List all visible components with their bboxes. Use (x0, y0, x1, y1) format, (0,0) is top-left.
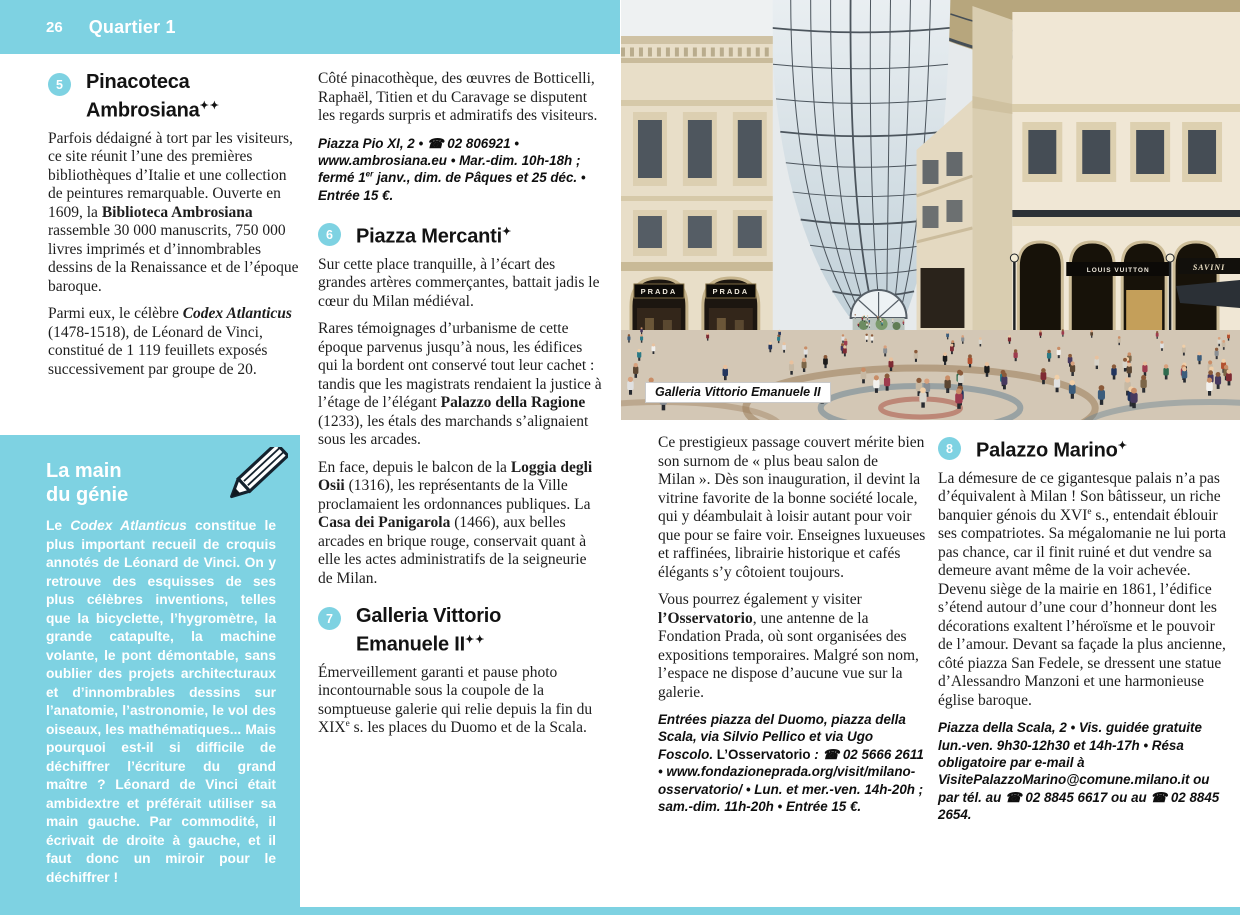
title-line: du génie (46, 484, 129, 506)
paragraph: Vous pourrez également y visiter l’Osservatorio, une antenne de la Fondation Prada, où sont organisées des expositions temporaires. Malgré son nom, l’espace ne dispose d’aucune vue sur la galerie. (658, 591, 919, 701)
prada-sign-right: PRADA (712, 286, 750, 297)
pencil-icon (210, 447, 288, 525)
title-line: Palazzo Marino (976, 439, 1118, 462)
page-number: 26 (46, 18, 63, 36)
column-4 (938, 434, 1230, 837)
rating-stars: ✦ (501, 226, 513, 239)
column-1 (48, 70, 300, 388)
paragraph: Parfois dédaigné à tort par les visiteurs, ce site réunit l’une des premières bibliothèques d’Italie et une collection de peintures remarquable. Ouverte en 1609, la Biblioteca Ambrosiana rassemble 30 000 manuscrits, 750 000 livres imprimés et d’innombrables dessins de la Renaissance et de l’époque baroque. (48, 129, 299, 295)
column-2 (318, 70, 602, 747)
article-title-marino (976, 434, 1128, 463)
practical-info-marino: Piazza della Scala, 2 • Vis. guidée gratuite lun.-ven. 9h30-12h30 et 14h-17h • Résa obligatoire par e-mail à VisitePalazzoMarino@comune.milano.it ou par tél. au ☎ 02 8845 6617 ou au ☎ 02 8845 2654. (938, 720, 1220, 823)
poi-number-badge: 7 (318, 607, 341, 630)
column-3 (658, 434, 926, 828)
article-title-mercanti (356, 220, 512, 249)
paragraph: Côté pinacothèque, des œuvres de Botticelli, Raphaël, Titien et du Caravage se disputent les regards surpris et admiratifs des visiteurs. (318, 70, 598, 124)
poi-number-badge: 5 (48, 73, 71, 96)
galleria-photo (621, 0, 1240, 420)
paragraph: Émerveillement garanti et pause photo incontournable sous la coupole de la somptueuse galerie qui relie depuis la fin du XIXe s. les places du Duomo et de la Scala. (318, 663, 593, 737)
paragraph: Parmi eux, le célèbre Codex Atlanticus (1478-1518), de Léonard de Vinci, constitué de 1 119 feuillets exposés successivement par groupe de 20. (48, 305, 292, 378)
prada-sign-left: PRADA (640, 286, 678, 297)
paragraph: Sur cette place tranquille, à l’écart des grandes artères commerçantes, battait jadis le cœur du Milan médiéval. (318, 255, 600, 310)
title-line: La main (46, 460, 122, 482)
article-title-galleria (356, 604, 501, 657)
title-line: Galleria Vittorio (356, 605, 502, 628)
paragraph: En face, depuis le balcon de la Loggia degli Osii (1316), les représentants de la Ville proclamaient les ordonnances publiques. La Casa dei Panigarola (1466), aux belles arcades en brique rouge, conservait quant à elle les actes administratifs de la seigneurie de Milan. (318, 458, 593, 587)
paragraph: Ce prestigieux passage couvert mérite bien son surnom de « plus beau salon de Milan ». Dès son inauguration, il devint la vitrine favorite de la bonne société locale, qui y déambulait à loisir autant pour voir que pour se faire voir. Enseignes luxueuses et raffinées, librairie historique et cafés élégants s’y côtoient toujours. (658, 434, 926, 581)
savini-sign: SAVINI (1192, 262, 1226, 273)
article-galleria-header (318, 604, 602, 657)
photo-caption: Galleria Vittorio Emanuele II (645, 382, 831, 403)
article-mercanti-header (318, 220, 602, 249)
rating-stars: ✦✦ (464, 634, 486, 647)
title-line: Ambrosiana (86, 99, 200, 122)
title-line: Emanuele II (356, 633, 465, 656)
paragraph: Rares témoignages d’urbanisme de cette époque parvenus jusqu’à nous, les édifices qui la bordent ont conservé tout leur cachet : tandis que les magistrats rendaient la justice à l’étage de l’élégant Palazzo della Ragione (1233), les étals des marchands s’alignaient sous les arcades. (318, 320, 602, 449)
sidebar-box-body: Le Codex Atlanticus constitue le plus important recueil de croquis annotés de Léonard de Vinci. On y retrouve des esquisses de ses plus célèbres inventions, telles que la bicyclette, l’hygromètre, la grande catapulte, la machine volante, le pont démontable, sans oublier des projets architecturaux et d’innombrables dessins sur l’anatomie, l’astronomie, le vol des oiseaux, les mathématiques... Mais pourquoi est-il si difficile de déchiffrer l’écriture du grand maître ? Léonard de Vinci était ambidextre et préférait utiliser sa main gauche. Par commodité, il écrivait de droite à gauche, et il faut donc un miroir pour le déchiffrer ! (46, 518, 276, 885)
section-title: Quartier 1 (88, 16, 176, 37)
louis-vuitton-sign: LOUIS VUITTON (1086, 266, 1150, 275)
article-title-pinacoteca (86, 70, 220, 123)
bottom-edge-bar (300, 907, 1240, 915)
sidebar-box-la-main-du-genie (0, 435, 300, 915)
paragraph: La démesure de ce gigantesque palais n’a pas d’équivalent à Milan ! Son bâtisseur, un riche banquier génois du XVIe s., entendait éblouir ses compatriotes. Sa mégalomanie ne lui porta pas chance, car il finit ruiné et dut vendre sa demeure avant même de la voir achevée. Devenu siège de la mairie en 1861, l’édifice s’étend autour d’une cour d’honneur dont les décorations exaltent l’héroïsme et le pouvoir de l’amour. Devant sa façade la plus ancienne, côté piazza San Fedele, se dressent une statue d’Alessandro Manzoni et une harmonieuse église baroque. (938, 469, 1226, 709)
poi-number-badge: 8 (938, 437, 961, 460)
rating-stars: ✦✦ (199, 100, 221, 112)
title-line: Pinacoteca (86, 71, 190, 93)
article-pinacoteca-header (48, 70, 300, 123)
practical-info-pinacoteca: Piazza Pio XI, 2 • ☎ 02 806921 • www.ambrosiana.eu • Mar.-dim. 10h-18h ; fermé 1er janv., dim. de Pâques et 25 déc. • Entrée 15 €. (318, 135, 586, 203)
rating-stars: ✦ (1117, 440, 1128, 452)
practical-info-galleria: Entrées piazza del Duomo, piazza della Scala, via Silvio Pellico et via Ugo Foscolo. L’Osservatorio : ☎ 02 5666 2611 • www.fondazioneprada.org/visit/milano-osservatorio/ • Lun. et mer.-ven. 14h-20h ; sam.-dim. 11h-20h • Entrée 15 €. (658, 712, 924, 815)
galleria-photo-illustration (621, 0, 1240, 420)
page-header-bar (0, 0, 620, 54)
article-marino-header (938, 434, 1230, 463)
title-line: Piazza Mercanti (356, 225, 502, 248)
poi-number-badge: 6 (318, 223, 341, 246)
